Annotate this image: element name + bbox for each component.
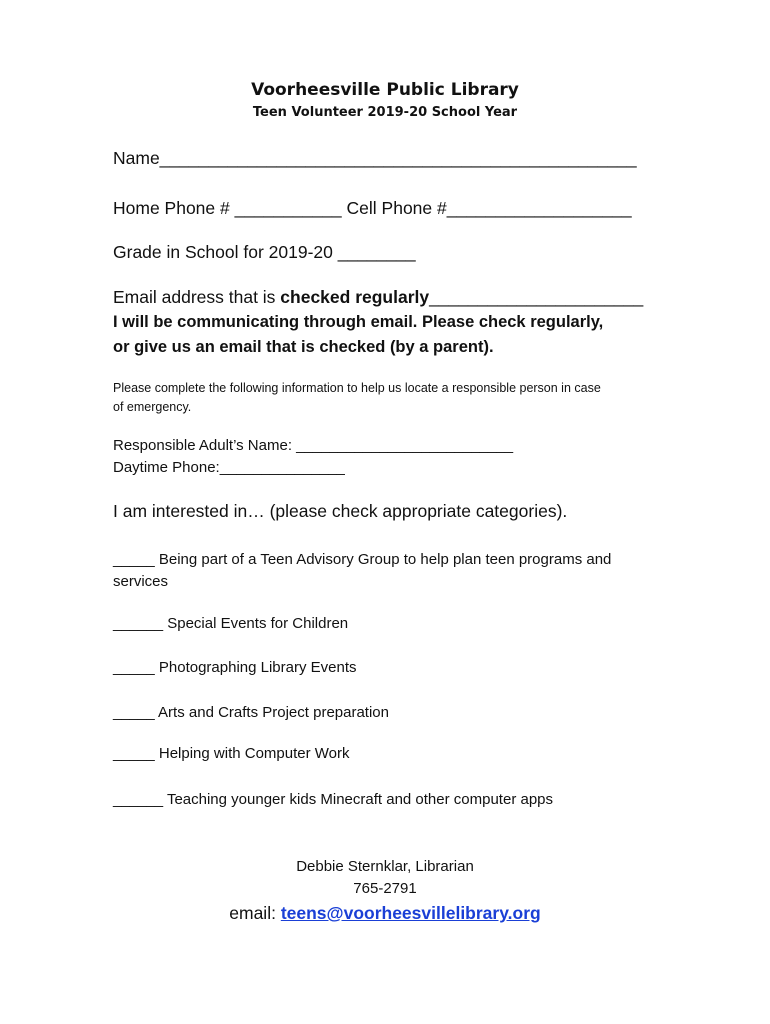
email-field xyxy=(113,287,643,308)
interests-heading: I am interested in… (please check appropriate categories). xyxy=(113,501,568,521)
interest-teen-advisory: _____ Being part of a Teen Advisory Group to help plan teen programs and xyxy=(113,551,612,568)
email-notice-line-2: or give us an email that is checked (by a parent). xyxy=(113,338,494,356)
grade-field: Grade in School for 2019-20 ________ xyxy=(113,242,416,262)
name-field: Name_________________________________________________ xyxy=(113,148,637,168)
emergency-instructions-line-1: Please complete the following information to help us locate a responsible person in case xyxy=(113,381,601,395)
interest-arts-crafts: _____ Arts and Crafts Project preparation xyxy=(113,704,389,721)
email-link[interactable]: teens@voorheesvillelibrary.org xyxy=(280,903,541,923)
contact-email-line xyxy=(0,903,770,924)
interest-teen-advisory-continued: services xyxy=(113,573,169,590)
email-label: email: xyxy=(229,903,281,923)
interest-computer-work: _____ Helping with Computer Work xyxy=(113,745,350,762)
daytime-phone-field: Daytime Phone:_______________ xyxy=(113,459,345,476)
librarian-name: Debbie Sternklar, Librarian xyxy=(296,858,474,875)
interest-photographing: _____ Photographing Library Events xyxy=(113,659,357,676)
responsible-adult-field: Responsible Adult’s Name: __________________________ xyxy=(113,437,514,454)
interest-minecraft: ______ Teaching younger kids Minecraft and other computer apps xyxy=(113,791,554,808)
form-subtitle: Teen Volunteer 2019-20 School Year xyxy=(252,105,518,120)
library-title: Voorheesville Public Library xyxy=(251,80,519,100)
librarian-phone: 765-2791 xyxy=(353,880,417,897)
emergency-instructions-line-2: of emergency. xyxy=(113,400,192,414)
email-notice-line-1: I will be communicating through email. Please check regularly, xyxy=(113,313,604,331)
email-field-emphasis: checked regularly xyxy=(280,287,430,307)
email-field-line: ______________________ xyxy=(429,287,644,307)
interest-special-events: ______ Special Events for Children xyxy=(113,615,349,632)
phone-fields: Home Phone # ___________ Cell Phone #___________________ xyxy=(113,198,632,218)
email-field-prefix: Email address that is xyxy=(113,287,281,307)
